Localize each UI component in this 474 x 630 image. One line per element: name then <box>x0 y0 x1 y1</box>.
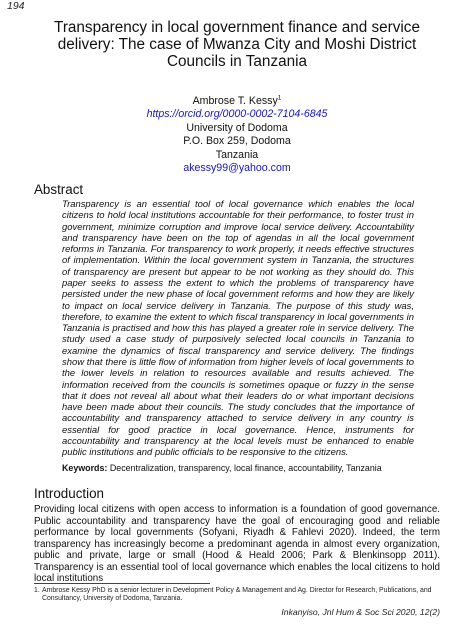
footnote-text: Ambrose Kessy PhD is a senior lecturer in Development Policy & Management and Ag. Director for Research, Publications, and Consultancy, University of Dodoma, Tanzania. <box>42 587 432 603</box>
abstract-heading: Abstract <box>34 182 84 197</box>
author-affiliation: University of Dodoma <box>186 121 288 134</box>
author-name: Ambrose T. Kessy <box>192 95 278 107</box>
keywords-label: Keywords: <box>62 463 108 473</box>
footnote <box>34 587 446 604</box>
author-country: Tanzania <box>215 148 259 161</box>
introduction-heading: Introduction <box>34 486 104 501</box>
author-block <box>0 95 474 175</box>
footnote-number: 1. <box>34 587 40 594</box>
orcid-link[interactable]: https://orcid.org/0000-0002-7104-6845 <box>146 108 328 121</box>
page-number: 194 <box>7 0 25 12</box>
keywords-line <box>62 463 442 474</box>
footnote-separator <box>34 583 210 584</box>
author-name-line <box>0 95 474 108</box>
keywords-text: Decentralization, transparency, local finance, accountability, Tanzania <box>109 463 382 473</box>
author-footnote-mark: 1 <box>277 94 282 102</box>
paper-title: Transparency in local government finance and service delivery: The case of Mwanza City and Moshi District Councils in Tanzania <box>54 19 420 70</box>
author-email-link[interactable]: akessy99@yahoo.com <box>183 162 291 175</box>
journal-citation: Inkanyiso, Jnl Hum & Soc Sci 2020, 12(2) <box>281 607 440 617</box>
author-address: P.O. Box 259, Dodoma <box>183 135 291 148</box>
introduction-body: Providing local citizens with open access to information is a foundation of good governance. Public accountability and transparency have the goal of encouraging good and reliable performance by local governments (Sofyani, Riyadh & Fahlevi 2020). Indeed, the term transparency has increasingly become a predominant agenda in almost every organization, public and private, large or small (Hood & Heald 2006; Park & Blenkinsopp 2011). Transparency is an essential tool of local governance which enables the local citizens to hold local institutions <box>34 504 440 584</box>
abstract-body: Transparency is an essential tool of local governance which enables the local citizens to hold local institutions accountable for their performance, to foster trust in government, minimize corruption and improve local service delivery. Accountability and transparency have been on the top of agendas in all the local government reforms in Tanzania. For transparency to work properly, it needs effective structures of implementation. Within the local government system in Tanzania, the structures of transparency are present but appear to be not working as they should do. This paper seeks to assess the extent to which the problems of transparency have persisted under the new phase of local government reforms and how they are likely to impact on local service delivery in Tanzania. The purpose of this study was, therefore, to examine the extent to which fiscal transparency in local governments in Tanzania is practised and how this has played a greater role in service delivery. The study used a case study of purposively selected local councils in Tanzania to examine the dynamics of fiscal transparency and service delivery. The findings show that there is little flow of information from higher levels of local governments to the lower levels in relation to resources available and results achieved. The information received from the councils is sometimes opaque or fuzzy in the sense that it does not reveal all about what their leaders do or what important decisions have been made about their councils. The study concludes that the importance of accountability and transparency attached to service delivery in any country is essential for good practice in local governance. Hence, instruments for accountability and transparency at the local levels must be enhanced to enable public institutions and public officials to be responsive to the citizens. <box>62 199 414 459</box>
